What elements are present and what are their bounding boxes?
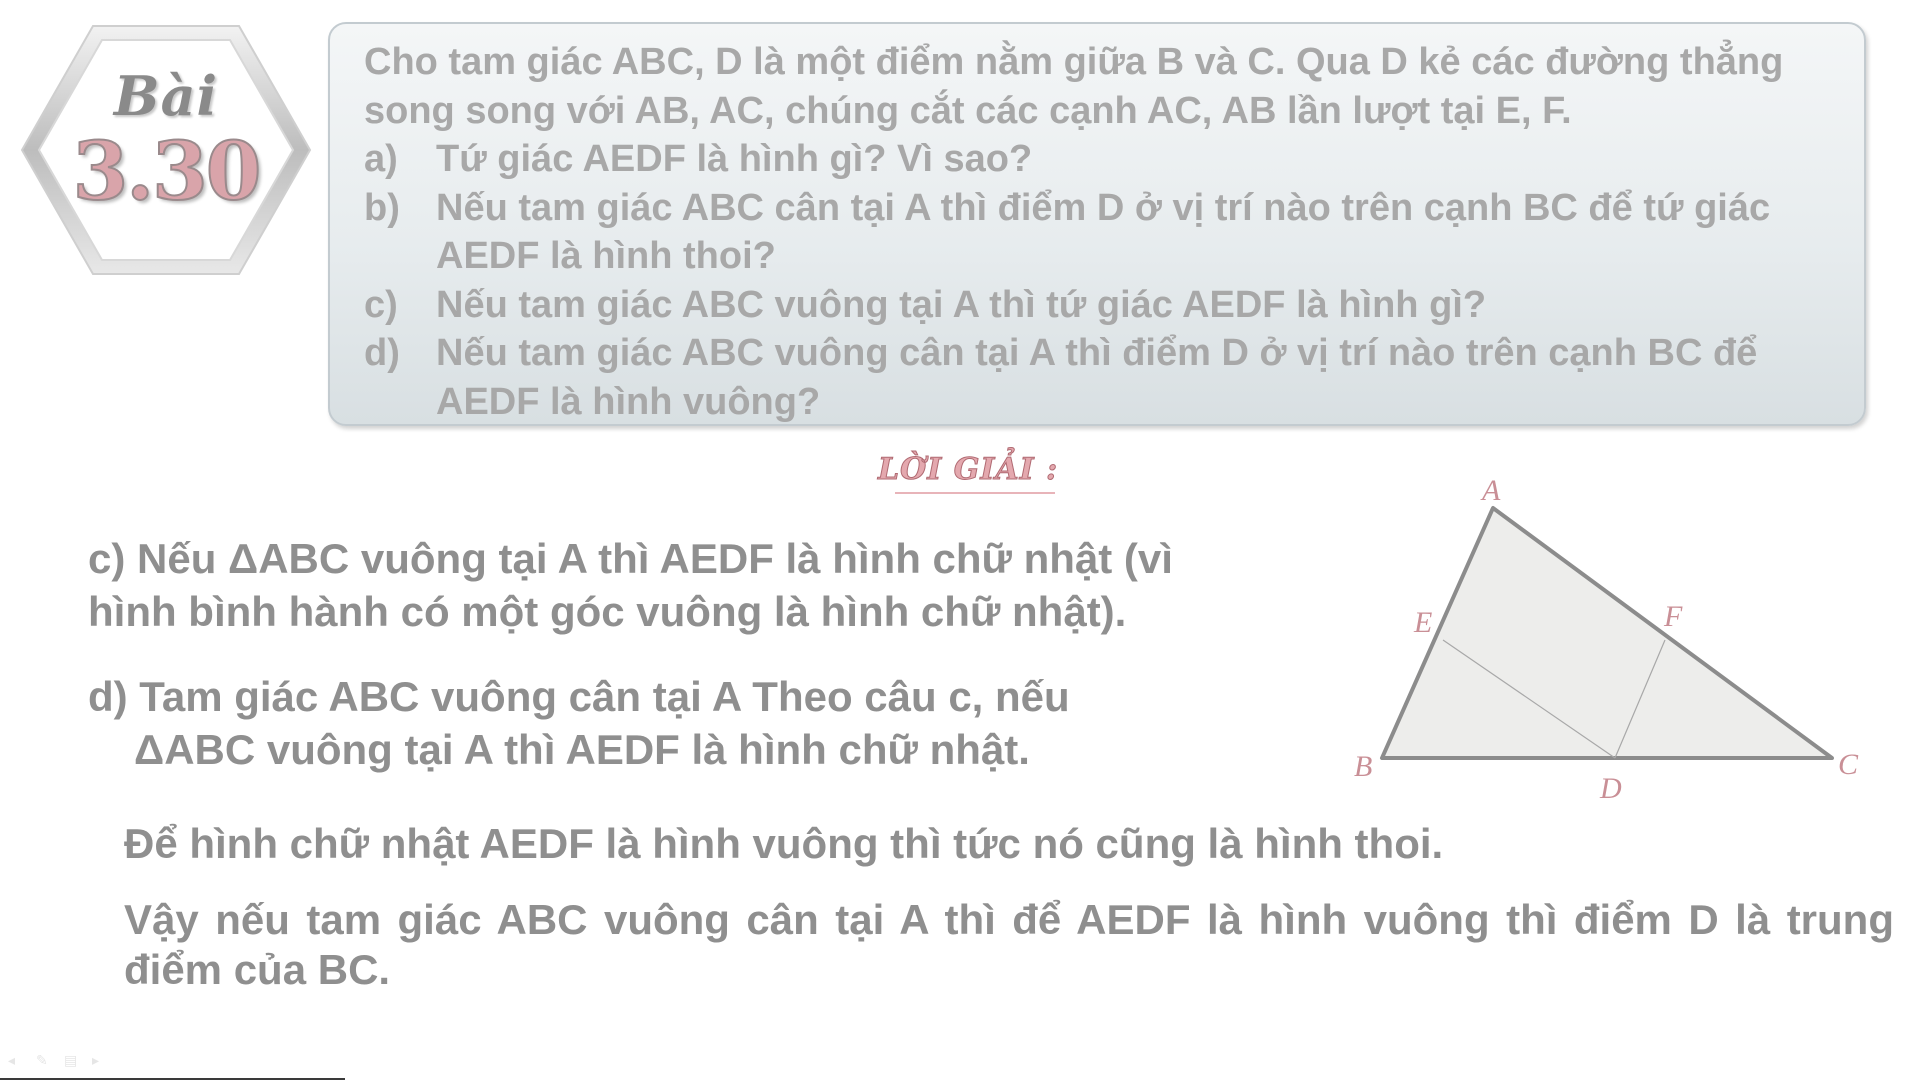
problem-box [328,22,1866,426]
point-label-a: A [1482,474,1501,507]
heading-underline [895,492,1055,494]
item-text: Tứ giác AEDF là hình gì? Vì sao? [436,138,1033,180]
item-text: Nếu tam giác ABC vuông tại A thì tứ giác AEDF là hình gì? [436,283,1487,326]
problem-item-d [364,329,1844,426]
badge-word: Bài [113,64,219,128]
badge-number: 3.30 [72,124,260,218]
problem-item-b [364,184,1844,281]
item-label: a) [364,138,398,180]
triangle-abc [1382,508,1832,758]
problem-intro: Cho tam giác ABC, D là một điểm nằm giữa B và C. Qua D kẻ các đường thẳng song song với AB, AC, chúng cắt các cạnh AC, AB lần lượt tại E, F. [364,41,1784,132]
exercise-badge [20,24,312,276]
solution-heading: LỜI GIẢI : [878,452,1059,487]
point-label-c: C [1838,748,1859,781]
solution-part-d-line1: d) Tam giác ABC vuông cân tại A Theo câu c, nếu [88,673,1070,720]
item-label: b) [364,186,400,229]
item-text: Nếu tam giác ABC cân tại A thì điểm D ở vị trí nào trên cạnh BC để tứ giác AEDF là hình thoi? [436,186,1771,277]
item-text: Nếu tam giác ABC vuông cân tại A thì điểm D ở vị trí nào trên cạnh BC để AEDF là hình vuông? [436,332,1758,423]
point-label-f: F [1664,600,1683,633]
solution-part-d-line2: ΔABC vuông tại A thì AEDF là hình chữ nhật. [134,726,1030,773]
point-label-e: E [1414,606,1433,639]
solution-square-paragraph: Để hình chữ nhật AEDF là hình vuông thì tức nó cũng là hình thoi. [124,820,1444,867]
point-label-b: B [1354,750,1373,783]
point-label-d: D [1600,772,1622,800]
slideshow-toolbar [8,1054,106,1066]
arrow-left-icon[interactable]: ◂ [8,1052,16,1068]
triangle-figure [1340,470,1860,800]
item-label: c) [364,283,398,326]
solution-conclusion: Vậy nếu tam giác ABC vuông cân tại A thì để AEDF là hình vuông thì điểm D là trung điểm của BC. [124,896,1894,993]
problem-item-a [364,135,1844,184]
problem-item-c [364,281,1844,330]
menu-icon[interactable]: ▤ [64,1052,78,1068]
solution-part-c: c) Nếu ΔABC vuông tại A thì AEDF là hình chữ nhật (vì hình bình hành có một góc vuông là hình chữ nhật). [88,535,1173,635]
arrow-right-icon[interactable]: ▸ [92,1052,100,1068]
bottom-divider [0,1078,345,1080]
pen-icon[interactable]: ✎ [36,1052,48,1068]
item-label: d) [364,332,400,374]
